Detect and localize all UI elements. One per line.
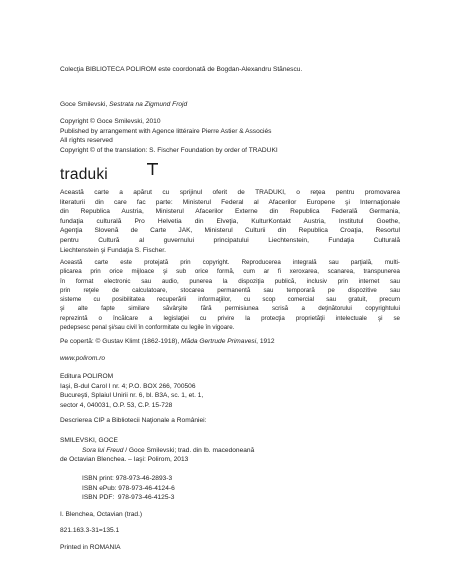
support-paragraph — [60, 188, 400, 255]
publisher-name: Editura POLIROM — [60, 373, 114, 380]
cover-artwork-title: Mãda Gertrude Primavesi — [181, 338, 257, 345]
isbn-pdf: ISBN PDF: 978-973-46-4125-3 — [82, 494, 175, 502]
copyright-line: Published by arrangement with Agence littéraire Pierre Astier & Associés — [60, 127, 272, 135]
copyright-block — [60, 117, 400, 155]
support-line: literaturii din care fac parte: Ministerul Federal al Afacerilor Europene şi Internaţionale — [60, 198, 400, 206]
protection-line: Această carte este protejată prin copyright. Reproducerea integrală sau parţială, multi- — [60, 259, 400, 266]
cip-translator-line: de Octavian Blenchea. – Iaşi: Polirom, 2013 — [60, 456, 189, 464]
cip-record — [60, 436, 400, 465]
cip-title: Sora lui Freud — [82, 446, 124, 454]
classification-code: 821.163.3-31=135.1 — [60, 527, 120, 534]
protection-line: plicarea prin orice mijloace şi sub orice formă, cum ar fi xeroxarea, scanarea, transpunerea — [60, 268, 400, 276]
publisher-address-line: Bucureşti, Splaiul Unirii nr. 6, bl. B3A, sc. 1, et. 1, — [60, 392, 204, 400]
isbn-print: ISBN print: 978-973-46-2893-3 — [82, 475, 173, 482]
collection-note-block — [60, 65, 400, 75]
original-title-line — [60, 100, 400, 110]
traduki-logo-text: traduki — [60, 166, 108, 183]
collection-note: Colecţia BIBLIOTECA POLIROM este coordonată de Bogdan-Alexandru Stănescu. — [60, 66, 303, 73]
classification-block — [60, 526, 400, 536]
publisher-address-block — [60, 372, 400, 410]
publisher-address-line: Iaşi, B-dul Carol I nr. 4; P.O. BOX 266, 700506 — [60, 382, 196, 390]
copyright-line: Copyright © of the translation: S. Fischer Foundation by order of TRADUKI — [60, 146, 278, 154]
cip-title-rest: / Goce Smilevski; trad. din lb. macedoneană — [123, 446, 255, 454]
website-block — [60, 354, 400, 364]
support-line: din Republica Austria, Ministerul Afacerilor Externe din Republica Federală Germania, — [60, 208, 400, 216]
copyright-line: All rights reserved — [60, 137, 113, 145]
protection-line: sisteme cu posibilitatea recuperării informaţiilor, cu scop comercial sau gratuit, precum — [60, 296, 400, 304]
protection-line: în format electronic sau audio, punerea la dispoziţia publică, inclusiv prin internet sau — [60, 277, 400, 285]
cover-credit-prefix: Pe copertă: © Gustav Klimt (1862-1918), — [60, 338, 182, 345]
isbn-epub: ISBN ePub: 978-973-46-4124-6 — [82, 484, 175, 492]
cover-year: , 1912 — [256, 338, 275, 345]
protection-line: prin reţele de calculatoare, stocarea permanentă sau temporară pe dispozitive sau — [60, 286, 400, 294]
cip-heading-block — [60, 416, 400, 426]
original-title-block — [60, 100, 400, 110]
original-title: Sestrata na Zigmund Frojd — [109, 101, 188, 108]
printed-in: Printed in ROMANIA — [60, 544, 121, 551]
support-line: Liechtenstein şi Fundaţia S. Fischer. — [60, 246, 166, 254]
protection-line: reprezintă o încălcare a legislaţiei cu privire la protecţia proprietăţii intelectuale şi se — [60, 314, 400, 322]
publisher-address-line: sector 4, 040031, O.P. 53, C.P. 15-728 — [60, 401, 173, 409]
support-line: fundaţia culturală Pro Helvetia din Elveţia, KulturKontakt Austria, Institutul Goethe, — [60, 217, 400, 225]
traduki-logo — [60, 163, 260, 189]
publisher-website: www.polirom.ro — [60, 355, 106, 362]
support-line: Agenţia Slovenă de Carte JAK, Ministerul Culturii din Republica Croaţia, Resortul — [60, 227, 400, 235]
cip-title-line — [60, 446, 400, 456]
copyright-protection-paragraph — [60, 258, 400, 332]
cip-heading: Descrierea CIP a Bibliotecii Naţionale a României: — [60, 417, 207, 424]
support-line: pentru Cultură al guvernului principatului Liechtenstein, Fundaţia Culturală — [60, 236, 400, 244]
protection-line: pedepsesc penal şi/sau civil în conformitate cu legile în vigoare. — [60, 324, 235, 332]
protection-line: şi alte fapte similare săvârşite fără permisiunea scrisă a deţinătorului copyrightului — [60, 305, 400, 313]
original-author: Goce Smilevski, — [60, 101, 108, 108]
cip-author: SMILEVSKI, GOCE — [60, 437, 118, 444]
translator-entry-block — [60, 510, 400, 520]
support-line: Această carte a apărut cu sprijinul oferit de TRADUKI, o reţea pentru promovarea — [60, 189, 400, 196]
printed-in-block — [60, 543, 400, 553]
isbn-block — [82, 474, 422, 503]
traduki-t-mark-icon — [147, 163, 158, 175]
cover-credit — [60, 337, 400, 347]
copyright-line: Copyright © Goce Smilevski, 2010 — [60, 118, 161, 125]
translator-entry: I. Blenchea, Octavian (trad.) — [60, 511, 143, 518]
